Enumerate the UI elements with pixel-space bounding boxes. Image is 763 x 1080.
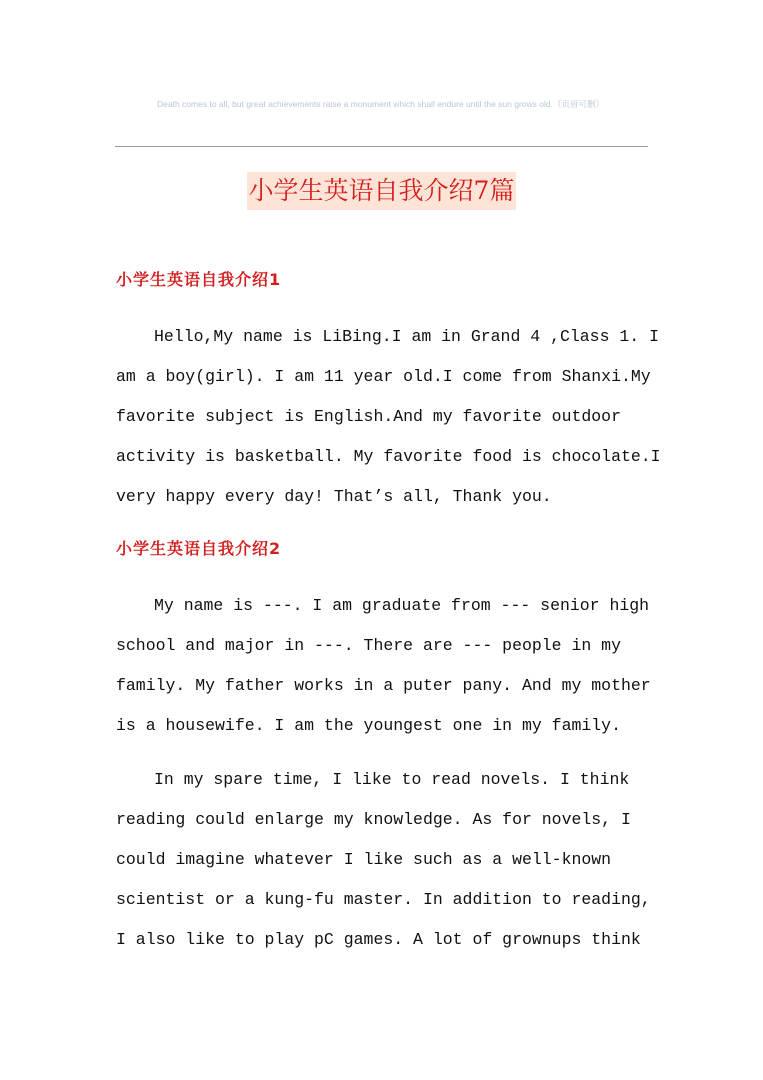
header-divider xyxy=(115,146,648,147)
text-line: My name is ---. I am graduate from --- senior high xyxy=(154,596,650,615)
text-line: In my spare time, I like to read novels. I think xyxy=(154,770,630,789)
text-line: am a boy(girl). I am 11 year old.I come from Shanxi.My xyxy=(116,367,651,386)
text-line: school and major in ---. There are --- people in my xyxy=(116,636,621,655)
text-line: could imagine whatever I like such as a well-known xyxy=(116,850,612,869)
text-line: scientist or a kung-fu master. In addition to reading, xyxy=(116,890,651,909)
text-line: reading could enlarge my knowledge. As for novels, I xyxy=(116,810,631,829)
section-heading-2: 小学生英语自我介绍2 xyxy=(116,539,282,558)
text-line: favorite subject is English.And my favorite outdoor xyxy=(116,407,621,426)
section-heading-1: 小学生英语自我介绍1 xyxy=(116,270,282,289)
header-quote: Death comes to all, but great achievements raise a monument which shall endure until the sun grows old.（页眉可删） xyxy=(157,99,604,109)
paragraph-1-1 xyxy=(116,317,661,517)
text-line: I also like to play pC games. A lot of grownups think xyxy=(116,930,641,949)
paragraph-2-1 xyxy=(116,586,656,746)
text-line: family. My father works in a puter pany. And my mother xyxy=(116,676,651,695)
text-line: Hello,My name is LiBing.I am in Grand 4 ,Class 1. I xyxy=(154,327,659,346)
text-line: is a housewife. I am the youngest one in my family. xyxy=(116,716,621,735)
document-title xyxy=(0,172,763,210)
text-line: activity is basketball. My favorite food is chocolate.I xyxy=(116,447,661,466)
document-title-text: 小学生英语自我介绍7篇 xyxy=(247,172,517,210)
text-line: very happy every day! That’s all, Thank you. xyxy=(116,487,552,506)
paragraph-2-2 xyxy=(116,760,656,960)
